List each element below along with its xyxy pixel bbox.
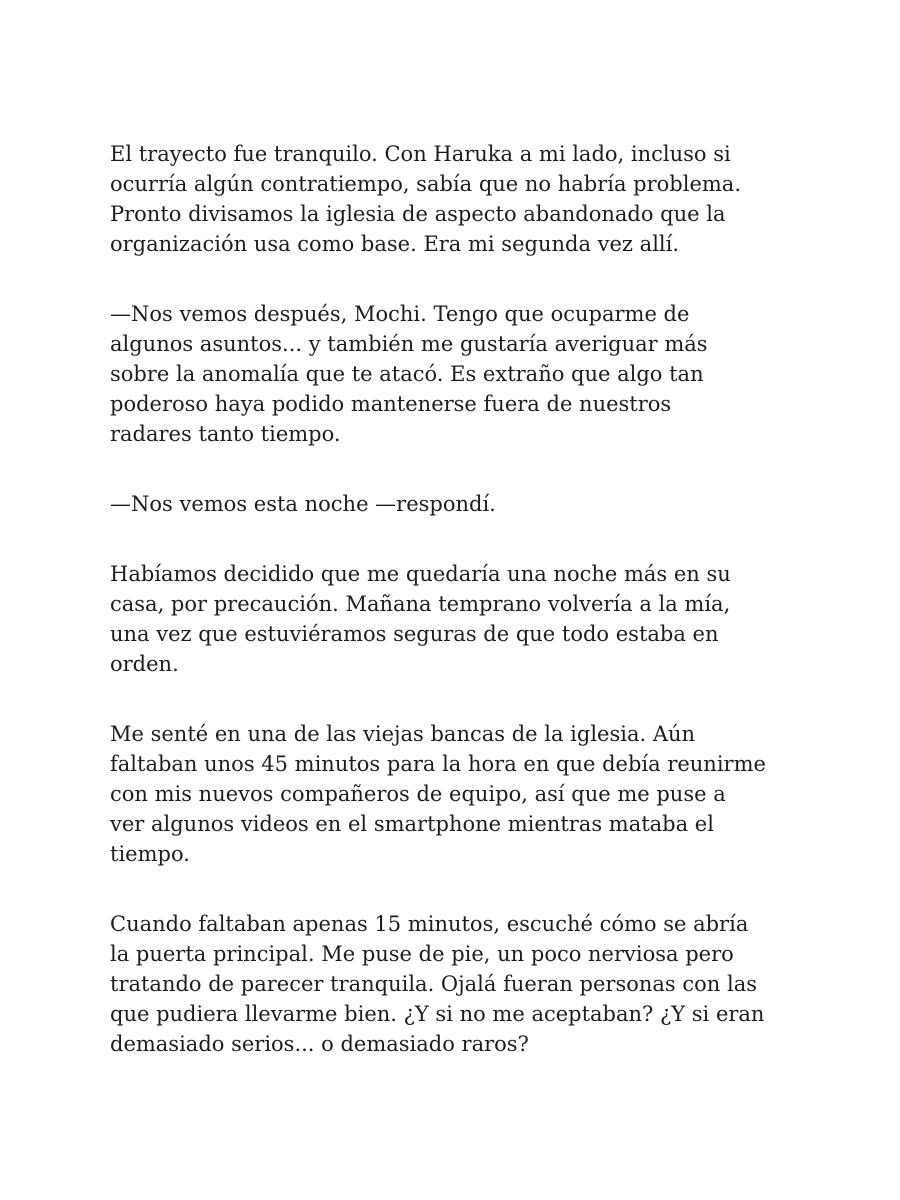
paragraph-6 (110, 909, 810, 1059)
paragraph-4 (110, 559, 810, 679)
text-line: una vez que estuviéramos seguras de que todo estaba en (110, 622, 719, 646)
text-line: ver algunos videos en el smartphone mientras mataba el (110, 812, 714, 836)
text-line: faltaban unos 45 minutos para la hora en que debía reunirme (110, 752, 766, 776)
text-line: organización usa como base. Era mi segunda vez allí. (110, 232, 680, 256)
paragraph-5 (110, 719, 810, 869)
text-line: ocurría algún contratiempo, sabía que no habría problema. (110, 172, 742, 196)
text-line: —Nos vemos esta noche —respondí. (110, 492, 496, 516)
paragraph-2 (110, 299, 810, 449)
text-line: tiempo. (110, 842, 190, 866)
text-line: radares tanto tiempo. (110, 422, 341, 446)
text-line: Pronto divisamos la iglesia de aspecto abandonado que la (110, 202, 726, 226)
text-line: casa, por precaución. Mañana temprano volvería a la mía, (110, 592, 731, 616)
text-line: orden. (110, 652, 179, 676)
text-line: —Nos vemos después, Mochi. Tengo que ocuparme de (110, 302, 690, 326)
text-line: sobre la anomalía que te atacó. Es extraño que algo tan (110, 362, 704, 386)
text-line: Me senté en una de las viejas bancas de la iglesia. Aún (110, 722, 696, 746)
text-line: El trayecto fue tranquilo. Con Haruka a mi lado, incluso si (110, 142, 731, 166)
text-line: que pudiera llevarme bien. ¿Y si no me aceptaban? ¿Y si eran (110, 1002, 765, 1026)
text-line: demasiado serios... o demasiado raros? (110, 1032, 529, 1056)
paragraph-3 (110, 489, 810, 519)
text-line: poderoso haya podido mantenerse fuera de nuestros (110, 392, 672, 416)
text-line: Cuando faltaban apenas 15 minutos, escuché cómo se abría (110, 912, 749, 936)
document-page (110, 139, 810, 1059)
text-line: Habíamos decidido que me quedaría una noche más en su (110, 562, 731, 586)
text-line: la puerta principal. Me puse de pie, un poco nerviosa pero (110, 942, 734, 966)
text-line: tratando de parecer tranquila. Ojalá fueran personas con las (110, 972, 758, 996)
text-line: algunos asuntos... y también me gustaría averiguar más (110, 332, 708, 356)
text-line: con mis nuevos compañeros de equipo, así que me puse a (110, 782, 726, 806)
paragraph-1 (110, 139, 810, 259)
